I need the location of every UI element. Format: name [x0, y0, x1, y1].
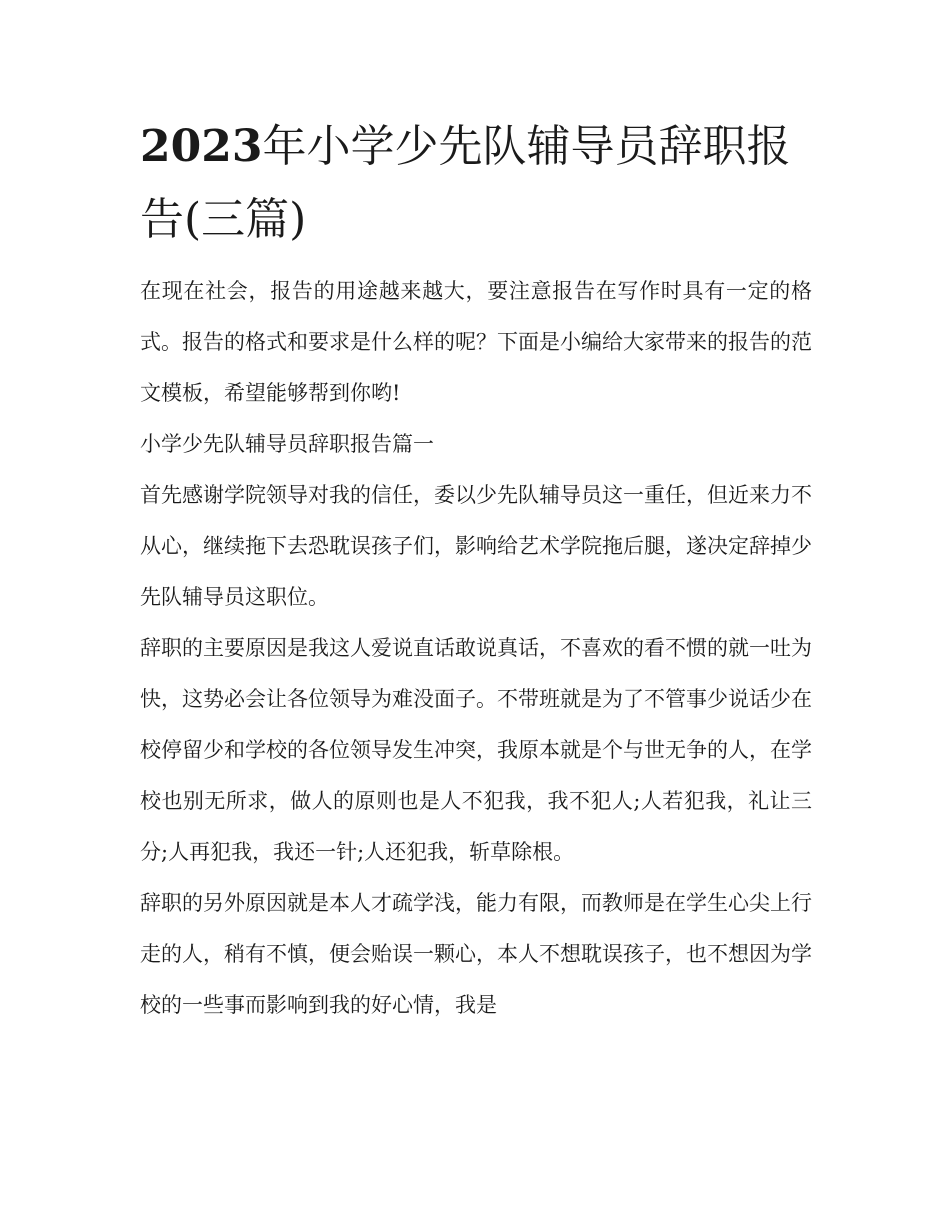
document-page	[140, 110, 812, 1031]
title-year: 2023	[140, 121, 263, 172]
title-text: 年小学少先队辅导员辞职报告(三篇)	[140, 121, 791, 245]
body-paragraph-2: 辞职的主要原因是我这人爱说直话敢说真话，不喜欢的看不惯的就一吐为快，这势必会让各位领导为难没面子。不带班就是为了不管事少说话少在校停留少和学校的各位领导发生冲突，我原本就是个与世无争的人，在学校也别无所求，做人的原则也是人不犯我，我不犯人;人若犯我，礼让三分;人再犯我，我还一针;人还犯我，斩草除根。	[140, 636, 812, 864]
section-heading: 小学少先队辅导员辞职报告篇一	[140, 432, 434, 456]
body-paragraph-1: 首先感谢学院领导对我的信任，委以少先队辅导员这一重任，但近来力不从心，继续拖下去恐耽误孩子们，影响给艺术学院拖后腿，遂决定辞掉少先队辅导员这职位。	[140, 483, 812, 609]
intro-paragraph: 在现在社会，报告的用途越来越大，要注意报告在写作时具有一定的格式。报告的格式和要求是什么样的呢？下面是小编给大家带来的报告的范文模板，希望能够帮到你哟!	[140, 279, 812, 405]
body-paragraph-3: 辞职的另外原因就是本人才疏学浅，能力有限，而教师是在学生心尖上行走的人，稍有不慎，便会贻误一颗心，本人不想耽误孩子，也不想因为学校的一些事而影响到我的好心情，我是	[140, 891, 812, 1017]
document-title	[140, 110, 812, 256]
